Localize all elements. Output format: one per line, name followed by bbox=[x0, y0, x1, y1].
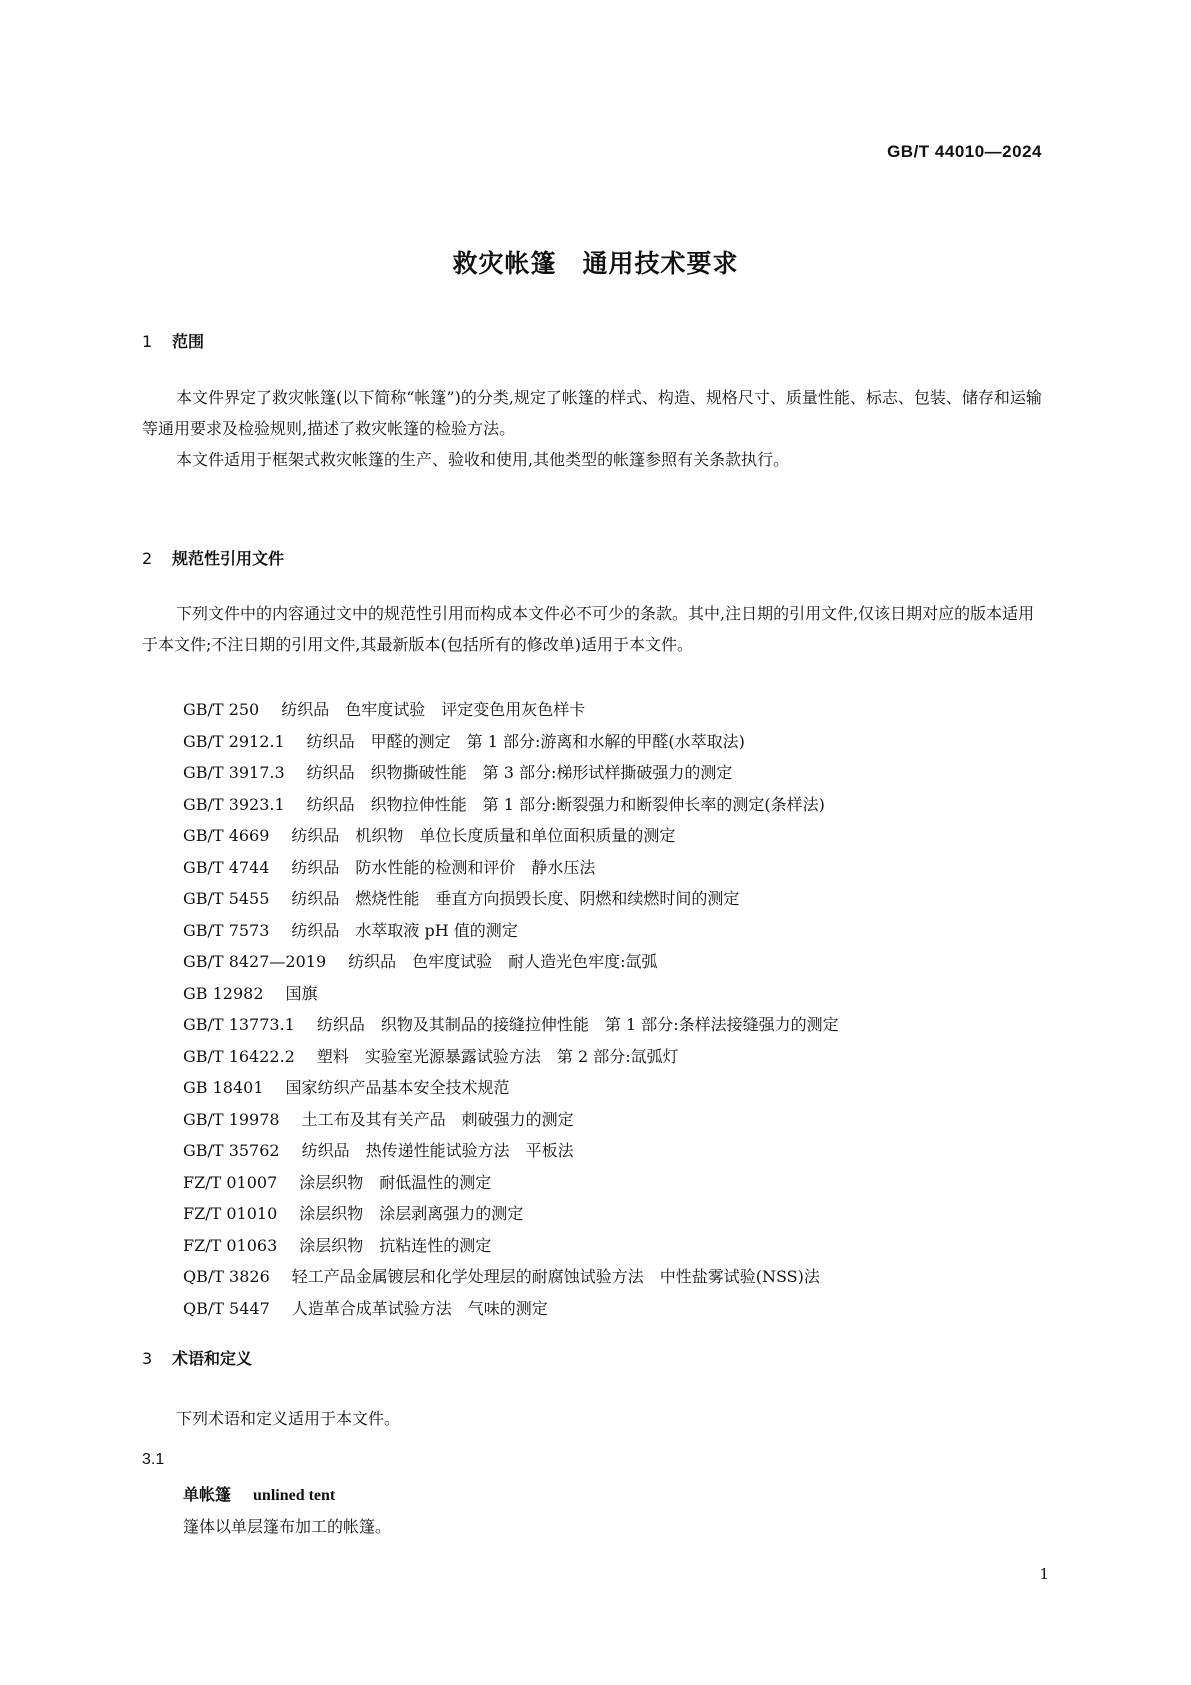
reference-code: GB/T 19978 bbox=[183, 1109, 280, 1129]
reference-code: GB/T 4744 bbox=[183, 857, 270, 877]
section-number: 1 bbox=[142, 332, 153, 351]
section-heading-scope bbox=[142, 329, 204, 352]
section-number: 2 bbox=[142, 549, 153, 568]
reference-item bbox=[183, 1072, 839, 1104]
term-heading bbox=[183, 1482, 335, 1505]
reference-code: GB/T 13773.1 bbox=[183, 1015, 295, 1034]
section-number: 3 bbox=[142, 1349, 153, 1368]
reference-code: FZ/T 01010 bbox=[183, 1204, 278, 1223]
reference-item bbox=[183, 1293, 839, 1325]
reference-code: GB/T 250 bbox=[183, 700, 260, 719]
reference-item bbox=[183, 820, 839, 852]
reference-title: 纺织品 甲醛的测定 第 1 部分:游离和水解的甲醛(水萃取法) bbox=[306, 731, 745, 751]
reference-title: 纺织品 色牢度试验 耐人造光色牢度:氙弧 bbox=[348, 952, 658, 971]
reference-title: 纺织品 水萃取液 pH 值的测定 bbox=[291, 920, 518, 940]
reference-title: 纺织品 色牢度试验 评定变色用灰色样卡 bbox=[281, 700, 586, 719]
section-heading-terms bbox=[142, 1346, 252, 1369]
reference-item bbox=[183, 1104, 839, 1136]
section-heading-normative-references bbox=[142, 546, 284, 569]
reference-title: 人造革合成革试验方法 气味的测定 bbox=[291, 1298, 548, 1318]
reference-code: GB/T 5455 bbox=[183, 889, 270, 908]
reference-code: GB/T 35762 bbox=[183, 1141, 280, 1160]
reference-title: 涂层织物 涂层剥离强力的测定 bbox=[299, 1204, 524, 1223]
reference-item bbox=[183, 694, 839, 726]
scope-paragraph: 本文件界定了救灾帐篷(以下简称“帐篷”)的分类,规定了帐篷的样式、构造、规格尺寸、质量性能、标志、包装、储存和运输等通用要求及检验规则,描述了救灾帐篷的检验方法。 bbox=[142, 388, 1042, 438]
reference-item bbox=[183, 978, 839, 1010]
section-title: 术语和定义 bbox=[172, 1349, 253, 1368]
reference-code: QB/T 5447 bbox=[183, 1298, 270, 1318]
reference-code: QB/T 3826 bbox=[183, 1267, 270, 1286]
reference-code: GB/T 3923.1 bbox=[183, 794, 285, 814]
reference-code: GB 12982 bbox=[183, 983, 264, 1003]
reference-item bbox=[183, 726, 839, 758]
reference-code: GB/T 3917.3 bbox=[183, 763, 285, 782]
reference-title: 纺织品 机织物 单位长度质量和单位面积质量的测定 bbox=[291, 826, 676, 845]
reference-code: GB/T 16422.2 bbox=[183, 1046, 295, 1066]
reference-code: GB/T 4669 bbox=[183, 826, 270, 845]
reference-item bbox=[183, 1167, 839, 1199]
term-definition: 篷体以单层篷布加工的帐篷。 bbox=[183, 1517, 392, 1536]
reference-title: 纺织品 燃烧性能 垂直方向损毁长度、阴燃和续燃时间的测定 bbox=[291, 889, 740, 908]
reference-title: 国家纺织产品基本安全技术规范 bbox=[285, 1078, 510, 1097]
reference-code: FZ/T 01007 bbox=[183, 1172, 278, 1192]
term-english: unlined tent bbox=[253, 1487, 336, 1504]
reference-item bbox=[183, 946, 839, 978]
terms-intro bbox=[142, 1403, 1045, 1434]
reference-item bbox=[183, 1198, 839, 1230]
reference-title: 土工布及其有关产品 刺破强力的测定 bbox=[301, 1109, 574, 1129]
reference-code: GB/T 2912.1 bbox=[183, 731, 285, 751]
reference-list bbox=[183, 694, 839, 1324]
reference-item bbox=[183, 789, 839, 821]
reference-code: GB/T 8427—2019 bbox=[183, 952, 327, 971]
reference-title: 纺织品 热传递性能试验方法 平板法 bbox=[301, 1141, 574, 1160]
reference-title: 涂层织物 耐低温性的测定 bbox=[299, 1172, 492, 1192]
reference-title: 纺织品 织物及其制品的接缝拉伸性能 第 1 部分:条样法接缝强力的测定 bbox=[316, 1015, 839, 1034]
reference-item bbox=[183, 1230, 839, 1262]
reference-item bbox=[183, 883, 839, 915]
reference-code: FZ/T 01063 bbox=[183, 1235, 278, 1255]
terms-intro-paragraph: 下列术语和定义适用于本文件。 bbox=[176, 1409, 401, 1428]
reference-item bbox=[183, 1135, 839, 1167]
scope-paragraphs bbox=[142, 382, 1045, 475]
reference-item bbox=[183, 852, 839, 884]
reference-title: 塑料 实验室光源暴露试验方法 第 2 部分:氙弧灯 bbox=[316, 1046, 679, 1066]
reference-title: 国旗 bbox=[285, 983, 318, 1003]
normative-intro bbox=[142, 598, 1045, 660]
reference-code: GB 18401 bbox=[183, 1078, 264, 1097]
scope-paragraph: 本文件适用于框架式救灾帐篷的生产、验收和使用,其他类型的帐篷参照有关条款执行。 bbox=[176, 450, 790, 469]
term-chinese: 单帐篷 bbox=[183, 1485, 232, 1504]
reference-title: 轻工产品金属镀层和化学处理层的耐腐蚀试验方法 中性盐雾试验(NSS)法 bbox=[291, 1267, 820, 1286]
term-number: 3.1 bbox=[142, 1451, 165, 1468]
reference-title: 纺织品 防水性能的检测和评价 静水压法 bbox=[291, 857, 596, 877]
section-title: 规范性引用文件 bbox=[172, 549, 285, 568]
section-title: 范围 bbox=[172, 332, 205, 351]
reference-code: GB/T 7573 bbox=[183, 920, 270, 940]
reference-item bbox=[183, 757, 839, 789]
reference-item bbox=[183, 1009, 839, 1041]
reference-item bbox=[183, 1041, 839, 1073]
normative-intro-paragraph: 下列文件中的内容通过文中的规范性引用而构成本文件必不可少的条款。其中,注日期的引用文件,仅该日期对应的版本适用于本文件;不注日期的引用文件,其最新版本(包括所有的修改单)适用于本文件。 bbox=[142, 604, 1035, 654]
reference-item bbox=[183, 1261, 839, 1293]
reference-title: 涂层织物 抗粘连性的测定 bbox=[299, 1235, 492, 1255]
reference-item bbox=[183, 915, 839, 947]
standard-number: GB/T 44010—2024 bbox=[887, 142, 1042, 161]
page-number: 1 bbox=[1039, 1565, 1049, 1583]
reference-title: 纺织品 织物撕破性能 第 3 部分:梯形试样撕破强力的测定 bbox=[306, 763, 733, 782]
reference-title: 纺织品 织物拉伸性能 第 1 部分:断裂强力和断裂伸长率的测定(条样法) bbox=[306, 794, 825, 814]
document-title: 救灾帐篷 通用技术要求 bbox=[452, 249, 739, 278]
